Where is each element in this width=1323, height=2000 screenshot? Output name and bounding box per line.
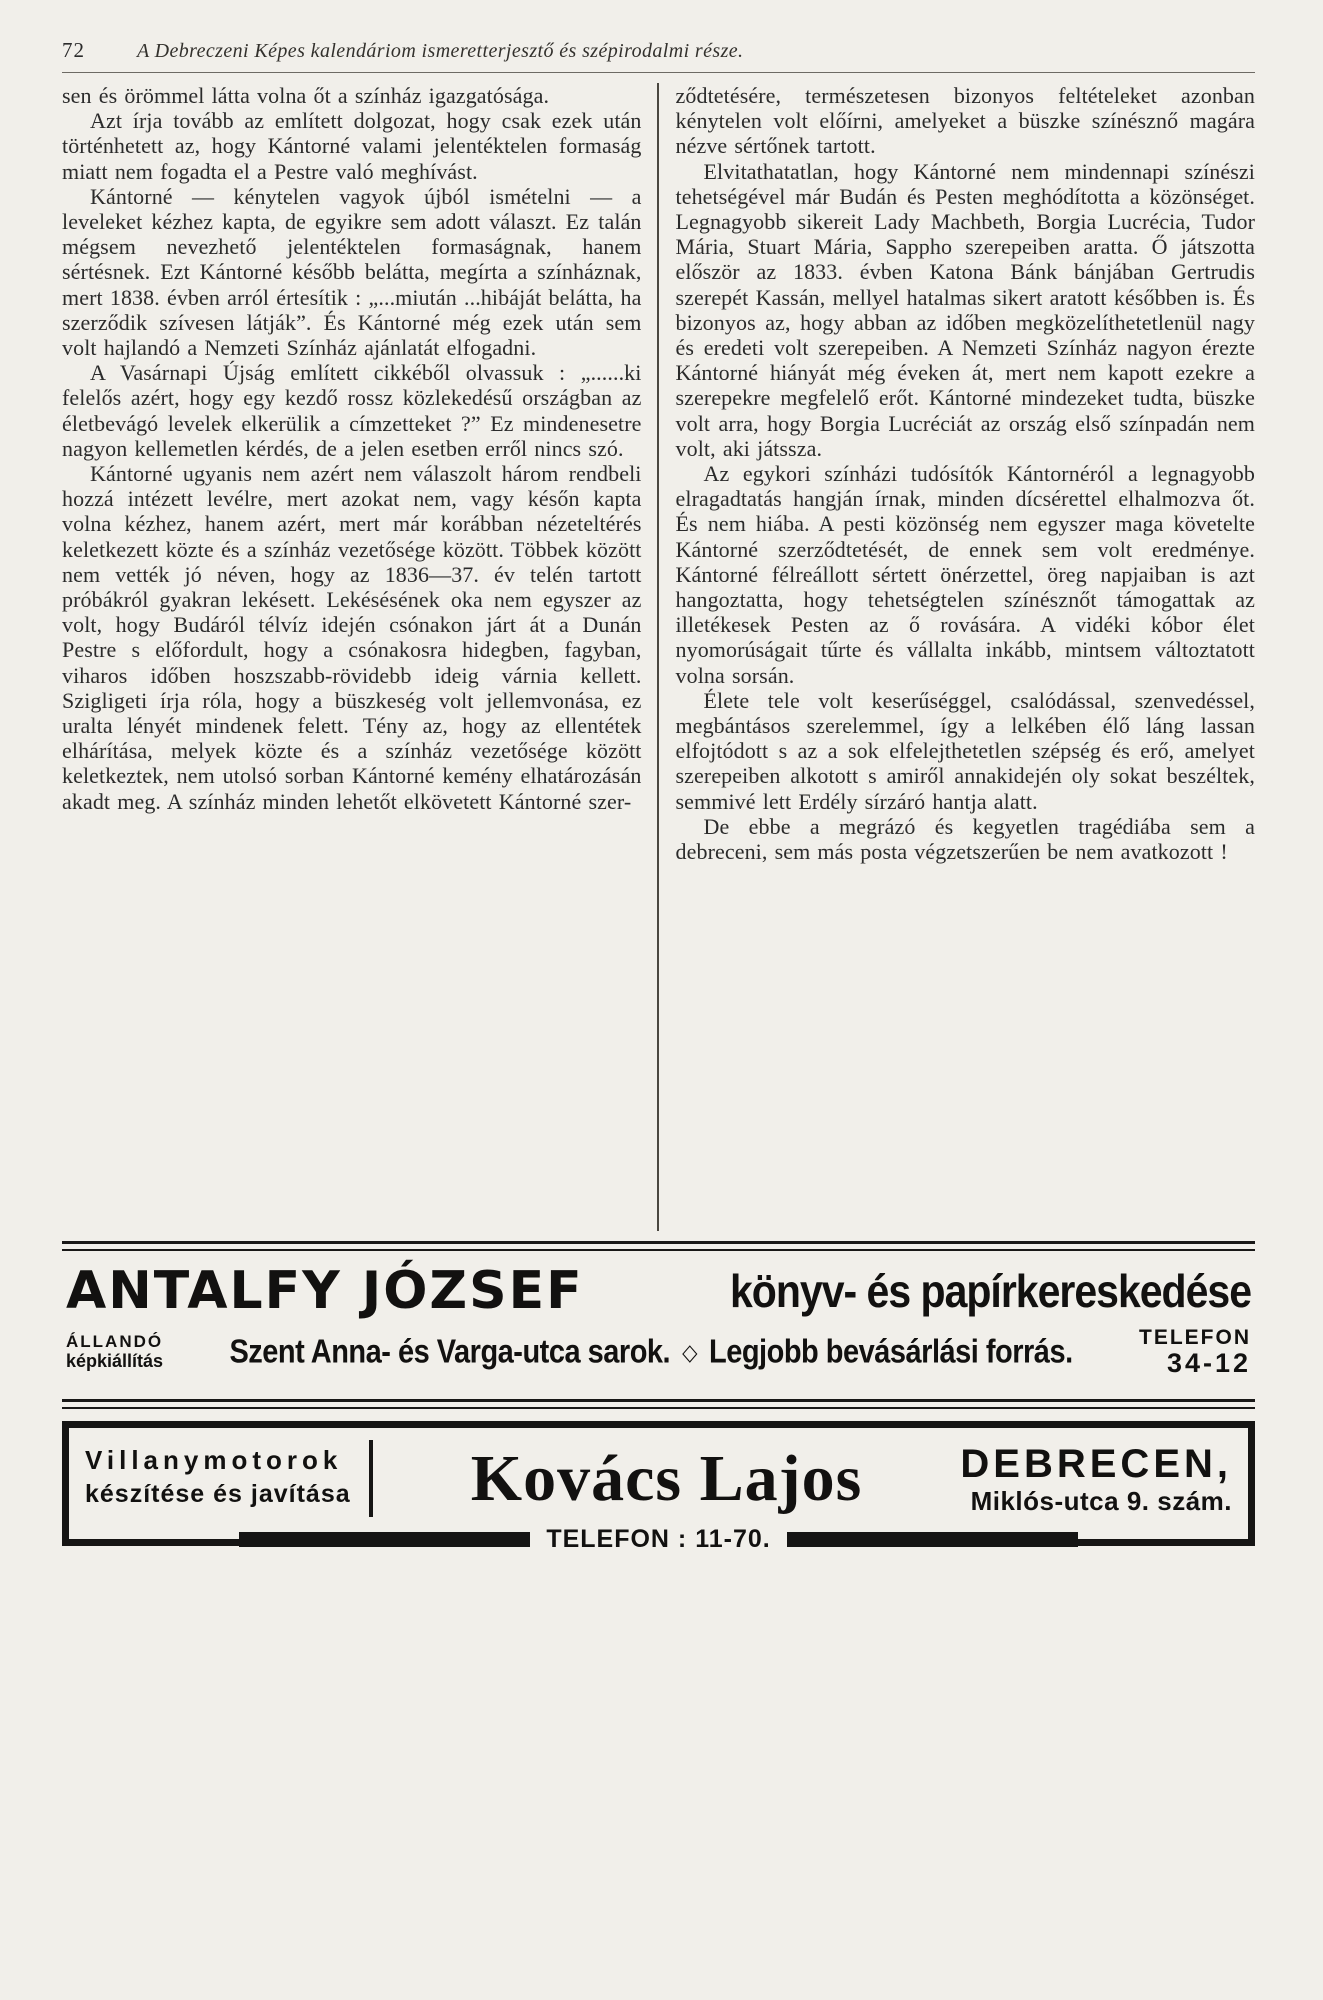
ad-antalfy-details — [66, 1327, 1251, 1377]
ad-kovacs-service — [81, 1440, 373, 1516]
ad-antalfy-headline — [66, 1261, 1251, 1321]
ad-kovacs-company-name: Kovács Lajos — [470, 1441, 863, 1515]
left-column — [62, 83, 657, 1231]
phone-label: TELEFON — [1139, 1326, 1251, 1349]
ad-antalfy-slogan: Legjobb bevásárlási forrás. — [708, 1333, 1073, 1371]
article-body — [62, 83, 1255, 1231]
paragraph: De ebbe a megrázó és kegyetlen tragédiába sem a debreceni, sem más posta végzetszerűen be nem avatkozott ! — [675, 813, 1255, 865]
ad-kovacs-street: Miklós-utca 9. szám. — [970, 1485, 1232, 1516]
ad-kovacs-location — [960, 1441, 1232, 1517]
page-header — [62, 38, 1255, 73]
right-column — [659, 83, 1256, 1231]
paragraph: sen és örömmel látta volna őt a színház igazgatósága. — [62, 83, 550, 108]
running-title: A Debreczeni Képes kalendáriom ismeretterjesztő és szépirodalmi része. — [137, 40, 744, 62]
paragraph: Elvitathatatlan, hogy Kántorné nem mindennapi színészi tehetségével már Budán és Pesten meghódította a közönséget. Legnagyobb sikereit Lady Machbeth, Borgia Lucrécia, Tudor Mária, Stuart Mária, Sappho szerepeiben aratta. Ő játszotta először az 1833. évben Katona Bánk bánjában Gertrudis szerepét Kassán, mellyel hatalmas sikert aratott későbben is. És bizonyos az, hogy abban az időben megközelíthetetlenül nagy és eredeti volt szerepeiben. A Nemzeti Színház nagyon érezte Kántorné hiányát még éveken át, mert nem kapott ezekre a szerepekre megfelelő erőt. Kántorné mindezeket tudta, büszke volt arra, hogy Borgia Lucréciát az ország első színpadán nem volt, aki játssza. — [675, 158, 1255, 461]
page-number: 72 — [62, 38, 85, 62]
ad-antalfy — [62, 1251, 1255, 1389]
side-note-line1: ÁLLANDÓ — [66, 1331, 164, 1351]
paragraph: ződtetésére, természetesen bizonyos feltételeket azonban kénytelen volt előírni, amelyeket a büszke színésznő magára nézve sértőnek tartott. — [675, 83, 1255, 159]
ad-kovacs-phone: TELEFON : 11-70. — [530, 1525, 786, 1554]
side-note-line2: képkiállítás — [66, 1350, 164, 1371]
phone-number: 34-12 — [1166, 1348, 1251, 1379]
ad-antalfy-address: Szent Anna- és Varga-utca sarok. — [229, 1333, 671, 1371]
ad-antalfy-subtitle: könyv- és papírkereskedése — [730, 1265, 1251, 1317]
paragraph: Az egykori színházi tudósítók Kántornéról a legnagyobb elragadtatás hangján írnak, minden dícsérettel elhalmozva őt. És nem hiába. A pesti közönség nem egyszer maga követelte Kántorné szerződtetését, de ennek sem volt eredménye. Kántorné félreállott sértett önérzettel, öreg napjaiban is azt hangoztatta, hogy tehetségtelen színésznőt támogattak az illetékesek Pesten az ő rovására. A vidéki kóbor élet nyomorúságait tűrte és vállalta inkább, mintsem változtatott volna sorsán. — [675, 461, 1255, 688]
ad-antalfy-title: ANTALFY JÓZSEF — [66, 1261, 584, 1321]
ad-kovacs-city: DEBRECEN, — [960, 1441, 1232, 1486]
paragraph: Kántorné ugyanis nem azért nem válaszolt három rendbeli hozzá intézett levélre, mert azokat nem, vagy későn kapta volna kézhez, hanem azért, mert már korábban nézeteltérés keletkezett közte és a színház vezetősége között. Többek között nem vették jó néven, hogy az 1836—37. év telén tartott próbákról gyakran lekésett. Lekésésének oka nem egyszer az volt, hogy Budáról télvíz idején csónakon járt át a Dunán Pestre s előfordult, hogy a csónakosra hidegben, fagyban, viharos időben hoszszabb-rövidebb ideig várnia kellett. Szigligeti írja róla, hogy a büszkeség volt jellemvonása, ez uralta lényét mindenek felett. Tény az, hogy az ellentétek elhárítása, melyek közte és a színház vezetősége között keletkeztek, nem utolsó sorban Kántorné kemény elhatározásán akadt meg. A színház minden lehetőt elkövetett Kántorné szer- — [62, 461, 642, 814]
ad-antalfy-phone — [1139, 1327, 1251, 1377]
paragraph: Azt írja tovább az említett dolgozat, hogy csak ezek után történhetett az, hogy Kántorné valami jelentéktelen formaság miatt nem fogadta el a Pestre való meghívást. — [62, 108, 642, 184]
paragraph: Kántorné — kénytelen vagyok újból ismételni — a leveleket kézhez kapta, de egyikre sem adott választ. Ez talán mégsem nevezhető jelentéktelen formaságnak, hanem sértésnek. Ezt Kántorné később belátta, megírta a színháznak, mert 1838. évben arról értesítik : „...miután ...hibáját belátta, ha szerződik szívesen látják”. És Kántorné még ezek után sem volt hajlandó a Nemzeti Színház ajánlatát elfogadni. — [62, 183, 642, 361]
black-bar-right — [787, 1532, 1078, 1547]
paragraph: A Vasárnapi Újság említett cikkéből olvassuk : „......ki felelős azért, hogy egy kezdő rossz közlekedésű országban az életbevágó levelek elkerülik a címzetteket ?” Ez mindenesetre nagyon kellemetlen kérdés, de a jelen esetben erről nincs szó. — [62, 360, 642, 461]
separator-rule-top — [62, 1241, 1255, 1251]
separator-rule-bottom — [62, 1399, 1255, 1409]
ad-kovacs — [62, 1421, 1255, 1553]
black-bar-left — [239, 1532, 530, 1547]
paragraph: Élete tele volt keserűséggel, csalódással, szenvedéssel, megbántásos szerelemmel, így a lelkében élő láng lassan elfojtódott s az a sok elfelejthetetlen szépség és erő, amelyet szerepeiben alkotott s amiről annakidején oly sokat beszéltek, semmivé lett Erdély sírzáró hantja alatt. — [675, 687, 1255, 814]
service-line2: készítése és javítása — [85, 1480, 351, 1509]
phone-strip — [239, 1525, 1078, 1554]
ad-antalfy-side-note — [66, 1333, 163, 1371]
ad-antalfy-address-slogan — [177, 1333, 1125, 1371]
ad-kovacs-main — [81, 1440, 1232, 1516]
diamond-icon: ◇ — [682, 1340, 697, 1366]
service-line1: Villanymotorok — [85, 1445, 343, 1476]
